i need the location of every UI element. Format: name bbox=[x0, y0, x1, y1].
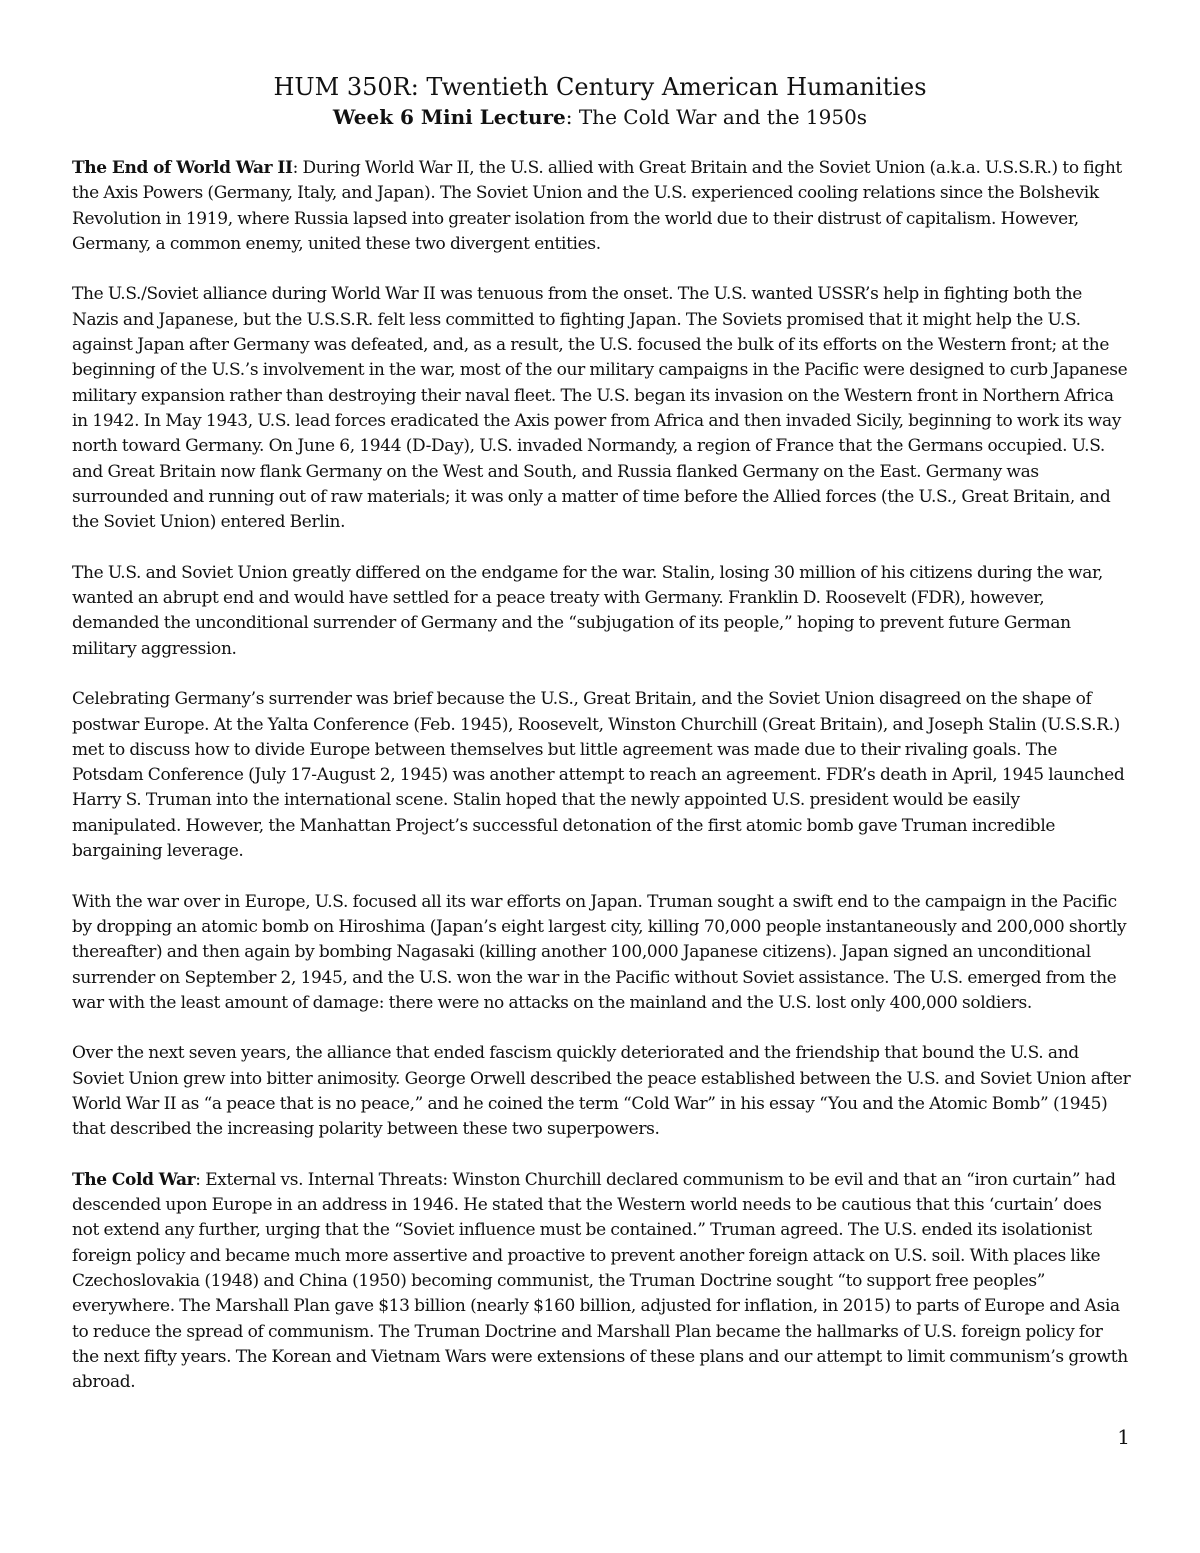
paragraph-cold-war bbox=[72, 1168, 1132, 1396]
paragraph-text: The U.S./Soviet alliance during World War II was tenuous from the onset. The U.S. wanted USSR’s help in fighting both the Nazis and Japanese, but the U.S.S.R. felt less committed to fighting Japan. The Soviets promised that it might help the U.S. against Japan after Germany was defeated, and, as a result, the U.S. focused the bulk of its efforts on the Western front; at the beginning of the U.S.’s involvement in the war, most of the our military campaigns in the Pacific were designed to curb Japanese military expansion rather than destroying their naval fleet. The U.S. began its invasion on the Western front in Northern Africa in 1942. In May 1943, U.S. lead forces eradicated the Axis power from Africa and then invaded Sicily, beginning to work its way north toward Germany. On June 6, 1944 (D-Day), U.S. invaded Normandy, a region of France that the Germans occupied. U.S. and Great Britain now flank Germany on the West and South, and Russia flanked Germany on the East. Germany was surrounded and running out of raw materials; it was only a matter of time before the Allied forces (the U.S., Great Britain, and the Soviet Union) entered Berlin. bbox=[72, 284, 1128, 533]
paragraph-text: : During World War II, the U.S. allied with Great Britain and the Soviet Union (a.k.a. U.S.S.R.) to fight the Axis Powers (Germany, Italy, and Japan). The Soviet Union and the U.S. experienced cooling relations since the Bolshevik Revolution in 1919, where Russia lapsed into greater isolation from the world due to their distrust of capitalism. However, Germany, a common enemy, united these two divergent entities. bbox=[72, 158, 1122, 254]
paragraph-animosity bbox=[72, 1041, 1132, 1142]
paragraph-end-of-wwii bbox=[72, 156, 1132, 257]
page-number: 1 bbox=[1117, 1425, 1130, 1449]
paragraph-alliance bbox=[72, 282, 1132, 535]
lecture-body bbox=[72, 156, 1132, 1421]
section-heading-end-of-wwii: The End of World War II bbox=[72, 158, 293, 178]
paragraph-text: The U.S. and Soviet Union greatly differed on the endgame for the war. Stalin, losing 30 million of his citizens during the war, wanted an abrupt end and would have settled for a peace treaty with Germany. Franklin D. Roosevelt (FDR), however, demanded the unconditional surrender of Germany and the “subjugation of its people,” hoping to prevent future German military aggression. bbox=[72, 562, 1103, 659]
paragraph-postwar-europe bbox=[72, 687, 1132, 864]
lecture-topic: : The Cold War and the 1950s bbox=[565, 105, 868, 129]
paragraph-pacific-war bbox=[72, 890, 1132, 1016]
paragraph-text: With the war over in Europe, U.S. focused all its war efforts on Japan. Truman sought a swift end to the campaign in the Pacific by dropping an atomic bomb on Hiroshima (Japan’s eight largest city, killing 70,000 people instantaneously and 200,000 shortly thereafter) and then again by bombing Nagasaki (killing another 100,000 Japanese citizens). Japan signed an unconditional surrender on September 2, 1945, and the U.S. won the war in the Pacific without Soviet assistance. The U.S. emerged from the war with the least amount of damage: there were no attacks on the mainland and the U.S. lost only 400,000 soldiers. bbox=[72, 891, 1127, 1013]
lecture-subtitle bbox=[0, 104, 1200, 130]
paragraph-text: Celebrating Germany’s surrender was brief because the U.S., Great Britain, and the Soviet Union disagreed on the shape of postwar Europe. At the Yalta Conference (Feb. 1945), Roosevelt, Winston Churchill (Great Britain), and Joseph Stalin (U.S.S.R.) met to discuss how to divide Europe between themselves but little agreement was made due to their rivaling goals. The Potsdam Conference (July 17-August 2, 1945) was another attempt to reach an agreement. FDR’s death in April, 1945 launched Harry S. Truman into the international scene. Stalin hoped that the newly appointed U.S. president would be easily manipulated. However, the Manhattan Project’s successful detonation of the first atomic bomb gave Truman incredible bargaining leverage. bbox=[72, 689, 1125, 862]
paragraph-text: Over the next seven years, the alliance that ended fascism quickly deteriorated and the friendship that bound the U.S. and Soviet Union grew into bitter animosity. George Orwell described the peace established between the U.S. and Soviet Union after World War II as “a peace that is no peace,” and he coined the term “Cold War” in his essay “You and the Atomic Bomb” (1945) that described the increasing polarity between these two superpowers. bbox=[72, 1043, 1131, 1140]
section-heading-cold-war: The Cold War bbox=[72, 1169, 196, 1190]
paragraph-endgame bbox=[72, 561, 1132, 662]
course-title: HUM 350R: Twentieth Century American Humanities bbox=[273, 73, 927, 101]
paragraph-text: : External vs. Internal Threats: Winston Churchill declared communism to be evil and that an “iron curtain” had descended upon Europe in an address in 1946. He stated that the Western world needs to be cautious that this ‘curtain’ does not extend any further, urging that the “Soviet influence must be contained.” Truman agreed. The U.S. ended its isolationist foreign policy and became much more assertive and proactive to prevent another foreign attack on U.S. soil. With places like Czechoslovakia (1948) and China (1950) becoming communist, the Truman Doctrine sought “to support free peoples” everywhere. The Marshall Plan gave $13 billion (nearly $160 billion, adjusted for inflation, in 2015) to parts of Europe and Asia to reduce the spread of communism. The Truman Doctrine and Marshall Plan became the hallmarks of U.S. foreign policy for the next fifty years. The Korean and Vietnam Wars were extensions of these plans and our attempt to limit communism’s growth abroad. bbox=[72, 1169, 1128, 1393]
lecture-week-label: Week 6 Mini Lecture bbox=[332, 105, 566, 129]
